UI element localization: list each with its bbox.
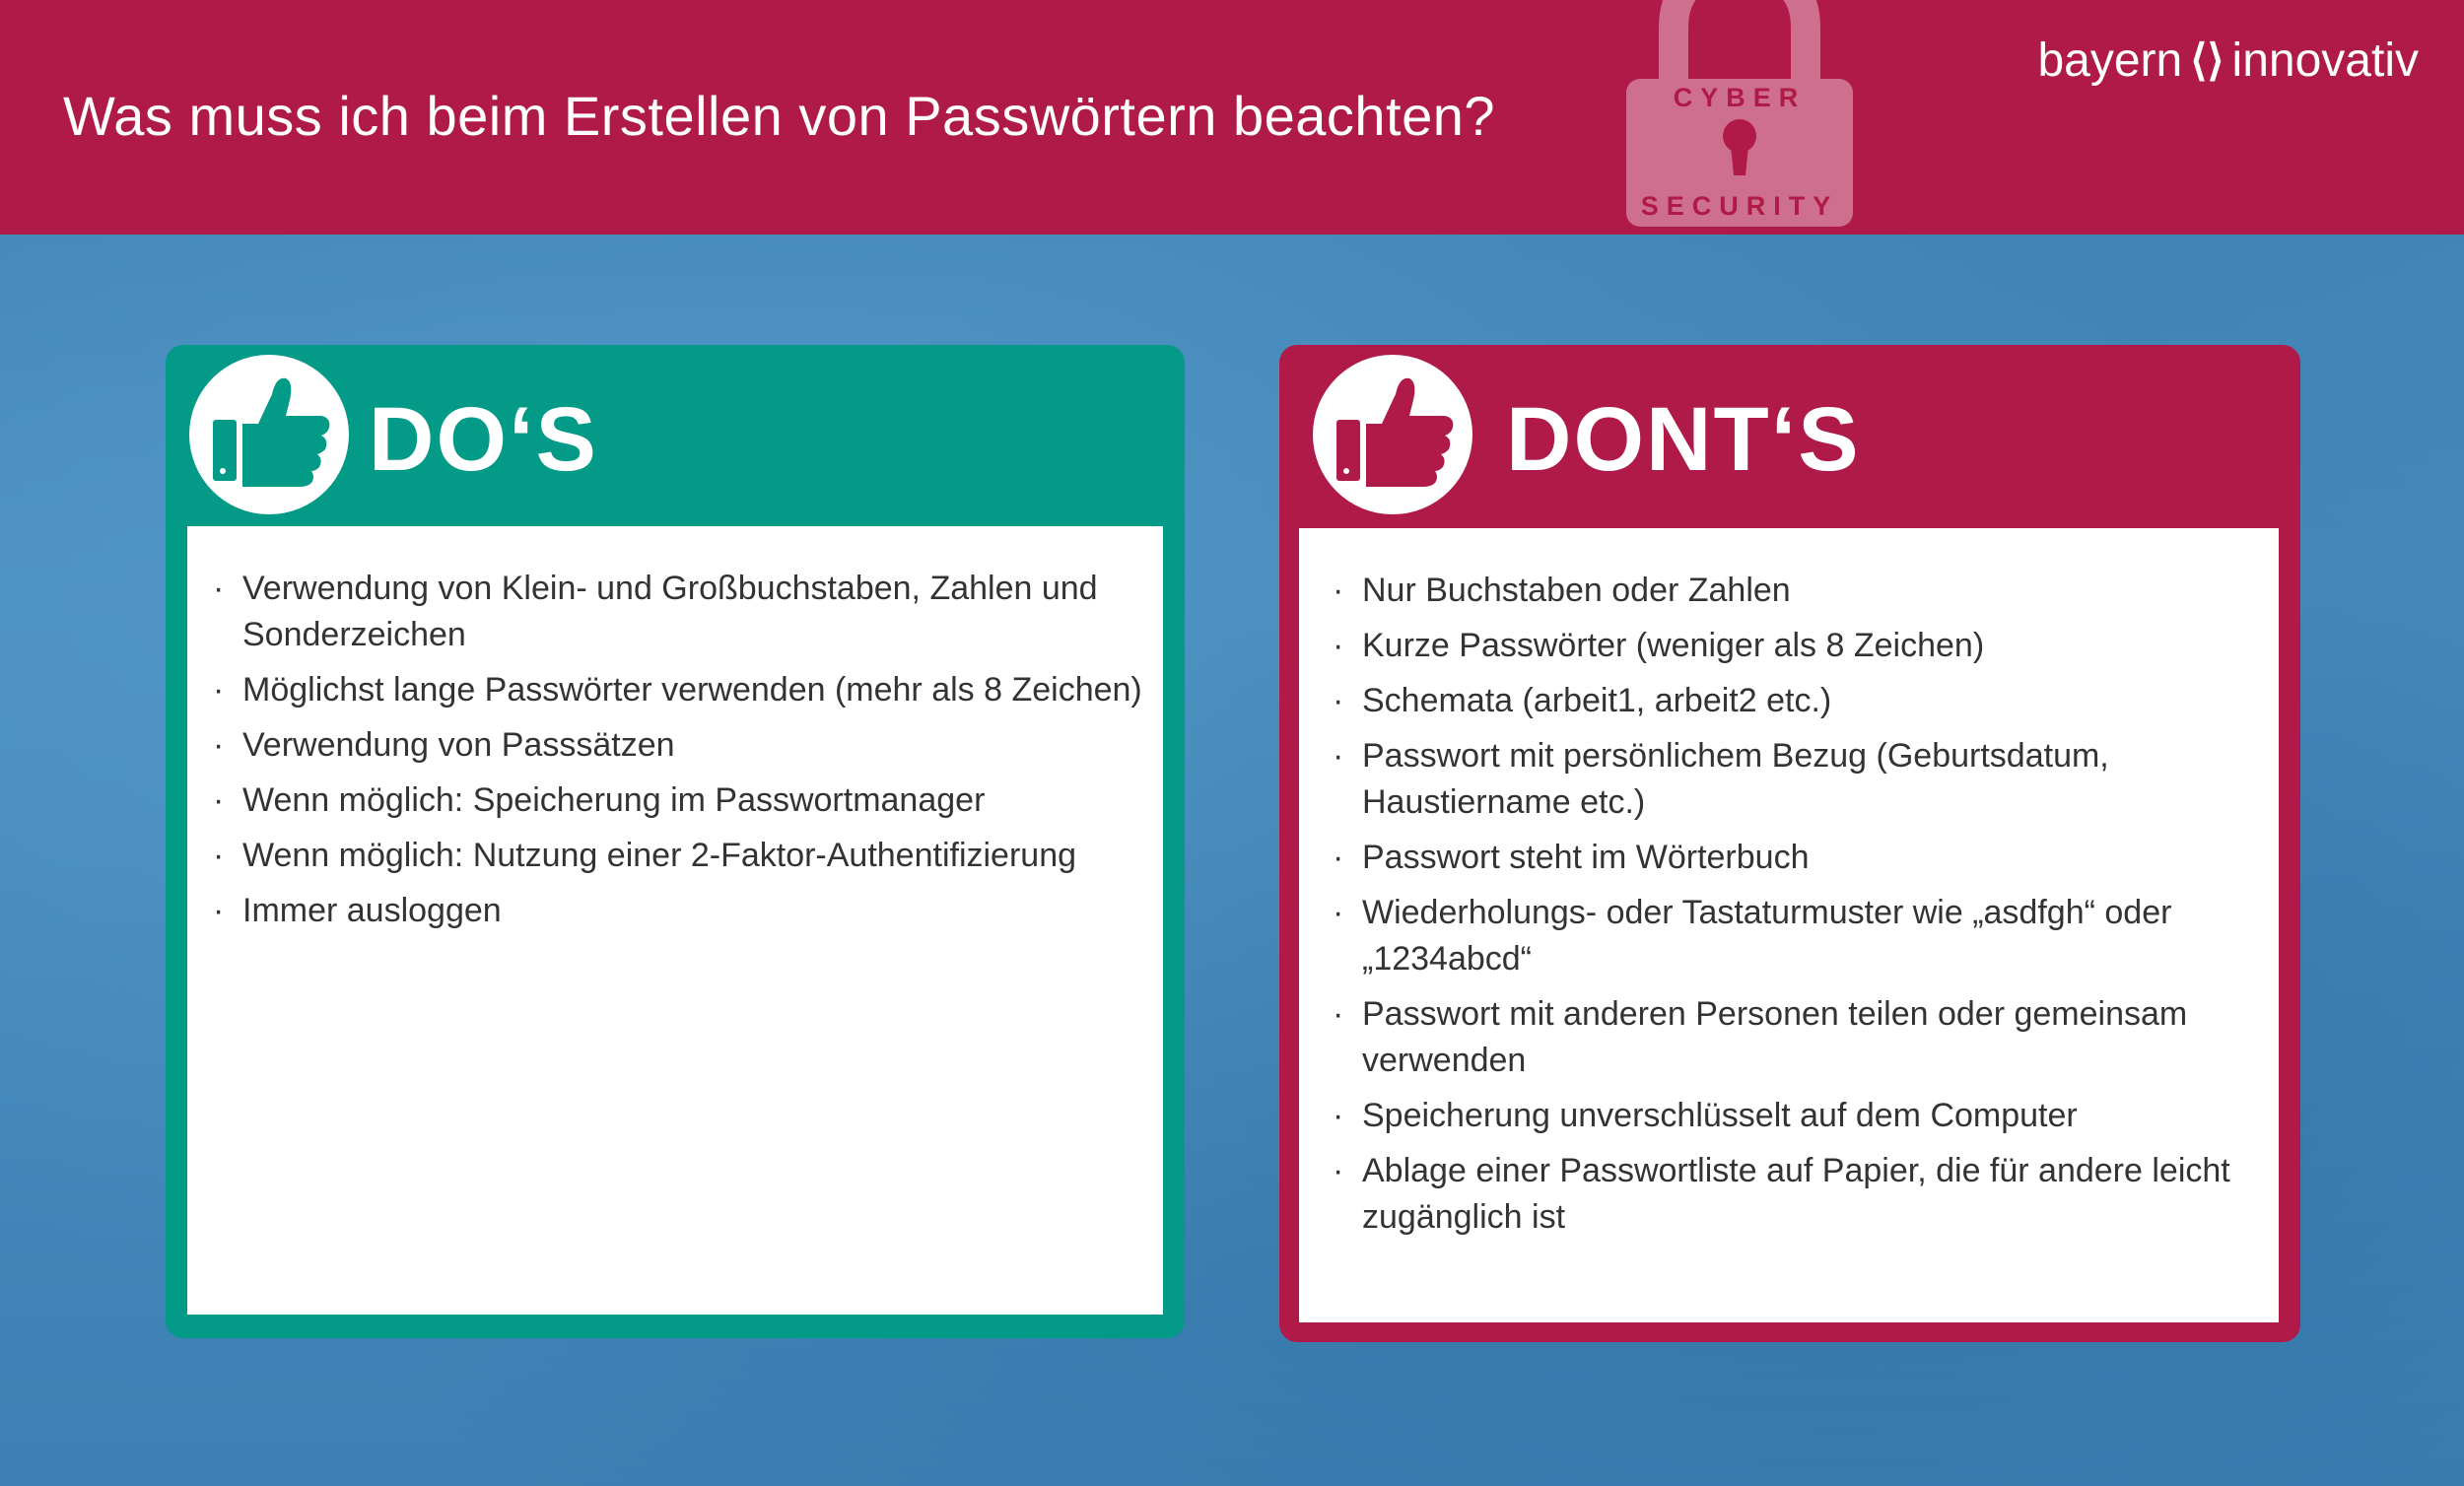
bullet-icon: ·	[1333, 839, 1344, 876]
bullet-icon: ·	[1333, 572, 1344, 609]
donts-card-header	[1279, 345, 2300, 524]
list-item: · Speicherung unverschlüsselt auf dem Computer	[1333, 1093, 2269, 1139]
thumbs-up-icon	[189, 355, 349, 514]
list-item: · Verwendung von Passsätzen	[213, 722, 1149, 769]
dos-list-panel	[187, 526, 1163, 1315]
logo-text-right: innovativ	[2231, 34, 2419, 87]
list-item: · Wenn möglich: Speicherung im Passwortmanager	[213, 777, 1149, 824]
dos-card-header	[166, 345, 1185, 524]
lock-top-text: CYBER	[1673, 83, 1807, 112]
list-item: · Nur Buchstaben oder Zahlen	[1333, 568, 2269, 614]
donts-list	[1333, 568, 2269, 1250]
list-item: · Schemata (arbeit1, arbeit2 etc.)	[1333, 678, 2269, 724]
donts-card	[1279, 345, 2300, 1342]
list-item: · Wenn möglich: Nutzung einer 2-Faktor-Authentifizierung	[213, 833, 1149, 879]
bullet-icon: ·	[1333, 995, 1344, 1033]
bullet-icon: ·	[1333, 682, 1344, 719]
list-item: · Passwort mit anderen Personen teilen oder gemeinsam verwenden	[1333, 991, 2269, 1084]
dos-title: DO‘S	[369, 389, 598, 490]
logo-bracket-icon: ⟨⟩	[2190, 36, 2224, 85]
header-bar	[0, 0, 2464, 235]
lock-bottom-text: SECURITY	[1640, 191, 1839, 221]
list-item: · Verwendung von Klein- und Großbuchstaben, Zahlen und Sonderzeichen	[213, 566, 1149, 658]
list-item: · Ablage einer Passwortliste auf Papier, die für andere leicht zugänglich ist	[1333, 1148, 2269, 1241]
bullet-icon: ·	[213, 671, 225, 709]
dos-list	[213, 566, 1149, 943]
bullet-icon: ·	[1333, 737, 1344, 775]
dos-card	[166, 345, 1185, 1338]
bullet-icon: ·	[213, 781, 225, 819]
bullet-icon: ·	[1333, 1152, 1344, 1189]
thumbs-down-icon	[1313, 355, 1472, 514]
bullet-icon: ·	[213, 726, 225, 764]
bullet-icon: ·	[213, 892, 225, 929]
list-item: · Passwort mit persönlichem Bezug (Geburtsdatum, Haustiername etc.)	[1333, 733, 2269, 826]
bullet-icon: ·	[1333, 1097, 1344, 1134]
list-item: · Kurze Passwörter (weniger als 8 Zeichen)	[1333, 623, 2269, 669]
bullet-icon: ·	[213, 570, 225, 607]
list-item: · Immer ausloggen	[213, 888, 1149, 934]
bullet-icon: ·	[213, 837, 225, 874]
list-item: · Möglichst lange Passwörter verwenden (mehr als 8 Zeichen)	[213, 667, 1149, 713]
logo-text-left: bayern	[2037, 34, 2183, 87]
page-title: Was muss ich beim Erstellen von Passwörtern beachten?	[63, 85, 1496, 147]
list-item: · Wiederholungs- oder Tastaturmuster wie „asdfgh“ oder „1234abcd“	[1333, 890, 2269, 982]
donts-title: DONT‘S	[1506, 389, 1861, 490]
bayern-innovativ-logo	[2037, 34, 2419, 88]
cyber-security-lock-icon	[1616, 0, 1863, 229]
list-item: · Passwort steht im Wörterbuch	[1333, 835, 2269, 881]
bullet-icon: ·	[1333, 894, 1344, 931]
donts-list-panel	[1299, 528, 2279, 1322]
bullet-icon: ·	[1333, 627, 1344, 664]
